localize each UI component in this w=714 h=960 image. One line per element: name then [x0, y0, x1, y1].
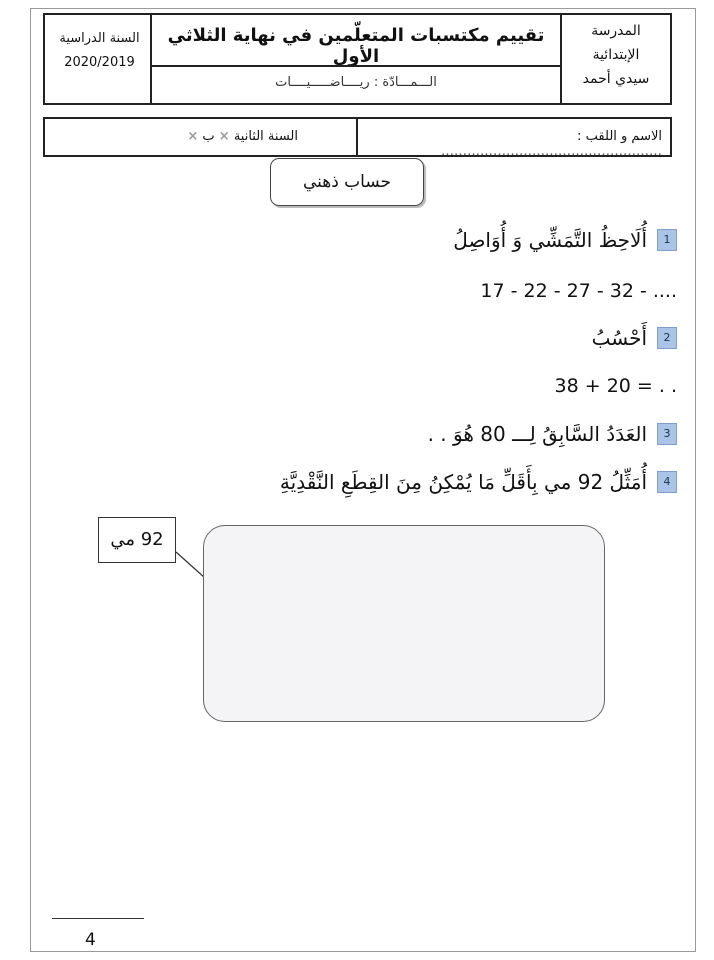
question-text: أَحْسُبُ: [591, 326, 647, 350]
question-text: أُمَثِّلُ 92 مي بِأَقَلِّ مَا يُمْكِنُ مِنَ القِطَعِ النَّقْدِيَّةِ: [279, 470, 647, 494]
page-title: تقييم مكتسبات المتعلّمين في نهاية الثلاثي الأول: [167, 25, 545, 67]
cross-icon: ×: [218, 129, 230, 144]
question-number: 2: [657, 327, 677, 349]
question-number: 3: [657, 423, 677, 445]
subject-label: الـــمـــادّة : ريــــاضـــــيــــات: [275, 75, 437, 90]
question-number: 1: [657, 229, 677, 251]
level-label: السنة الثانية: [233, 129, 298, 144]
section-title: حساب ذهني: [270, 158, 424, 206]
page-number: 4: [85, 930, 96, 950]
year-label: السنة الدراسية: [59, 31, 140, 46]
school-line-1: المدرسة: [591, 23, 641, 39]
school-line-2: الإبتدائية: [592, 47, 640, 63]
question-number: 4: [657, 471, 677, 493]
year-value: 2020/2019: [64, 55, 135, 70]
calculation: 38 + 20 = . .: [554, 375, 677, 397]
name-field[interactable]: ……………………………………………: [441, 144, 662, 159]
school-line-3: سيدي أحمد: [582, 71, 650, 87]
question-text: أُلَاحِظُ التَّمَشِّي وَ أُوَاصِلُ: [453, 228, 647, 252]
cross-icon: ×: [187, 129, 199, 144]
callout-label: 92 مي: [98, 517, 176, 563]
footer-line: [52, 918, 144, 919]
level-letter: ب: [202, 129, 215, 144]
number-sequence: 17 - 22 - 27 - 32 - ....: [480, 280, 677, 302]
name-label: الاسم و اللقب :: [577, 129, 662, 144]
answer-box[interactable]: [203, 525, 605, 722]
question-text: العَدَدُ السَّابِقُ لِـــ 80 هُوَ . .: [427, 422, 647, 446]
